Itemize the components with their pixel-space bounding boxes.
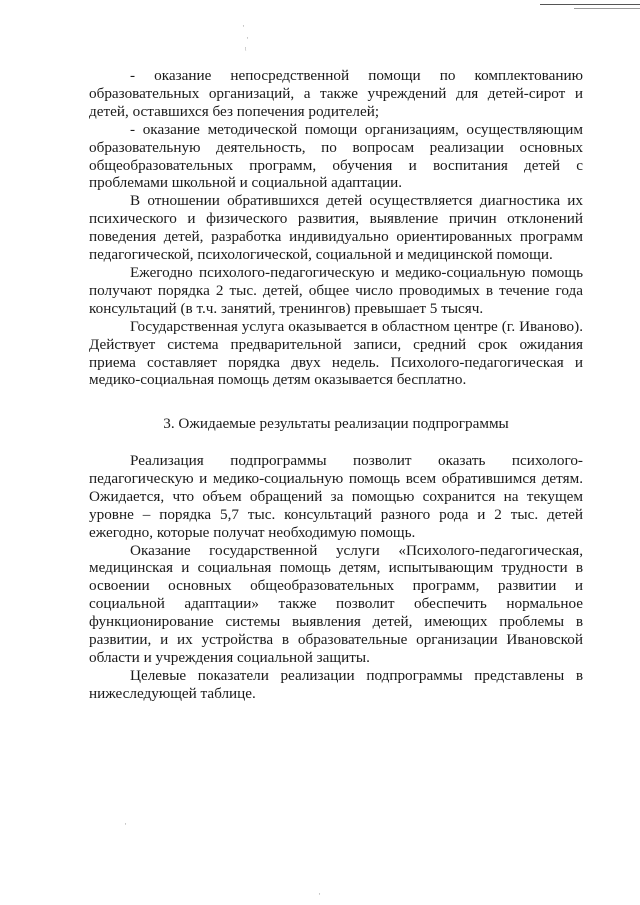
scan-speck: · — [242, 21, 245, 31]
paragraph-annual-stats: Ежегодно психолого-педагогическую и медико-социальную помощь получают порядка 2 тыс. детей, общее число проводимых в течение года консультаций (в т.ч. занятий, тренингов) превышает 5 тысяч. — [89, 263, 583, 317]
paragraph-bullet-2: - оказание методической помощи организациям, осуществляющим образовательную деятельность, по вопросам реализации основных общеобразовательных программ, обучения и воспитания детей с проблемами школьной и социальной адаптации. — [89, 120, 583, 192]
body-text-bottom — [89, 452, 583, 703]
paragraph-implementation: Реализация подпрограммы позволит оказать психолого-педагогическую и медико-социальную помощь всем обратившимся детям. Ожидается, что объем обращений за помощью сохранится на текущем уровне – порядка 5,7 тыс. консультаций разного рода и 2 тыс. детей ежегодно, которые получат необходимую помощь. — [89, 452, 583, 541]
section-heading: 3. Ожидаемые результаты реализации подпрограммы — [163, 415, 509, 432]
body-text-top — [89, 67, 583, 389]
paragraph-diagnostics: В отношении обратившихся детей осуществляется диагностика их психического и физического развития, выявление причин отклонений поведения детей, разработка индивидуально ориентированных программ педагогической, психологической, социальной и медицинской помощи. — [89, 192, 583, 264]
paragraph-bullet-1: - оказание непосредственной помощи по комплектованию образовательных организаций, а также учреждений для детей-сирот и детей, оставшихся без попечения родителей; — [89, 67, 583, 120]
scan-speck: · — [246, 33, 249, 43]
scan-speck: · — [124, 819, 127, 829]
scan-speck: ˡ — [245, 45, 247, 55]
scan-edge-line — [540, 4, 640, 5]
scan-edge-line-thin — [574, 8, 640, 9]
scan-speck: · — [318, 889, 321, 899]
paragraph-service-effect: Оказание государственной услуги «Психолого-педагогическая, медицинская и социальная помощь детям, испытывающим трудности в освоении основных общеобразовательных программ, развитии и социальной адаптации» также позволит обеспечить нормальное функционирование системы выявления детей, имеющих проблемы в развитии, и их устройства в образовательные организации Ивановской области и учреждения социальной защиты. — [89, 541, 583, 666]
paragraph-service-location: Государственная услуга оказывается в областном центре (г. Иваново). Действует система предварительной записи, средний срок ожидания приема составляет порядка двух недель. Психолого-педагогическая и медико-социальная помощь детям оказывается бесплатно. — [89, 317, 583, 389]
paragraph-target-indicators: Целевые показатели реализации подпрограммы представлены в нижеследующей таблице. — [89, 666, 583, 702]
